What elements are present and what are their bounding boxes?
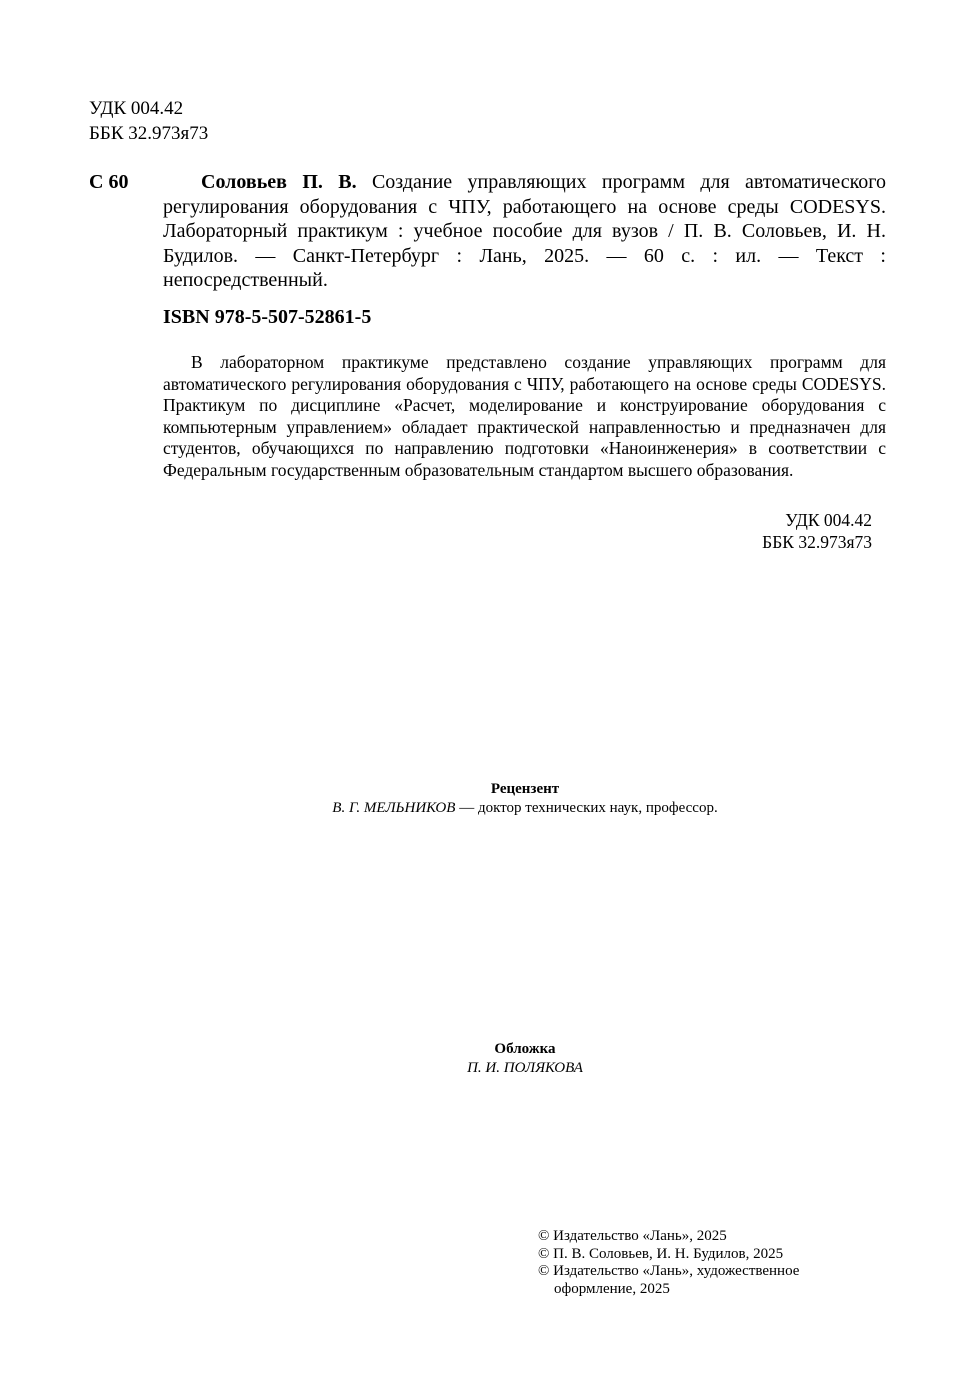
bbk-code: ББК 32.973я73 [89, 123, 209, 144]
classification-footer [762, 509, 872, 553]
isbn: ISBN 978-5-507-52861-5 [163, 306, 372, 328]
classification-header [89, 96, 208, 146]
cover-heading: Обложка [494, 1041, 556, 1057]
udk-code: УДК 004.42 [89, 98, 184, 119]
cover-designer-name: П. И. ПОЛЯКОВА [467, 1060, 583, 1076]
reviewer-name: В. Г. МЕЛЬНИКОВ [332, 800, 456, 816]
reviewer-description: — доктор технических наук, профессор. [455, 800, 718, 816]
reviewer-block [0, 780, 976, 818]
bbk-code-footer: ББК 32.973я73 [762, 532, 872, 552]
reviewer-line [0, 799, 976, 818]
copyright-block [538, 1228, 799, 1298]
reviewer-heading: Рецензент [490, 781, 560, 797]
cover-block [0, 1040, 976, 1078]
bibliographic-description [163, 170, 886, 293]
author-name: Соловьев П. В. [201, 171, 357, 193]
copyright-authors: © П. В. Соловьев, И. Н. Будилов, 2025 [538, 1245, 784, 1262]
description-text: Создание управляющих программ для автоматического регулирования оборудования с ЧПУ, работающего на основе среды CODESYS. Лабораторный практикум : учебное пособие для вузов / П. В. Соловьев, И. Н. Будилов. — Санкт-Петербург : Лань, 2025. — 60 с. : ил. — Текст : непосредственный. [163, 171, 887, 291]
cutter-code: С 60 [89, 171, 129, 193]
annotation: В лабораторном практикуме представлено создание управляющих программ для автоматического регулирования оборудования с ЧПУ, работающего на основе среды CODESYS. Практикум по дисциплине «Расчет, моделирование и конструирование оборудования с компьютерным управлением» обладает практической направленностью и предназначен для студентов, обучающихся по направлению подготовки «Наноинженерия» в соответствии с Федеральным государственным образовательным стандартом высшего образования. [163, 352, 886, 480]
udk-code-footer: УДК 004.42 [785, 510, 872, 530]
copyright-design: © Издательство «Лань», художественное [538, 1263, 800, 1279]
copyright-design-continued: оформление, 2025 [554, 1280, 670, 1297]
copyright-publisher: © Издательство «Лань», 2025 [538, 1228, 727, 1244]
